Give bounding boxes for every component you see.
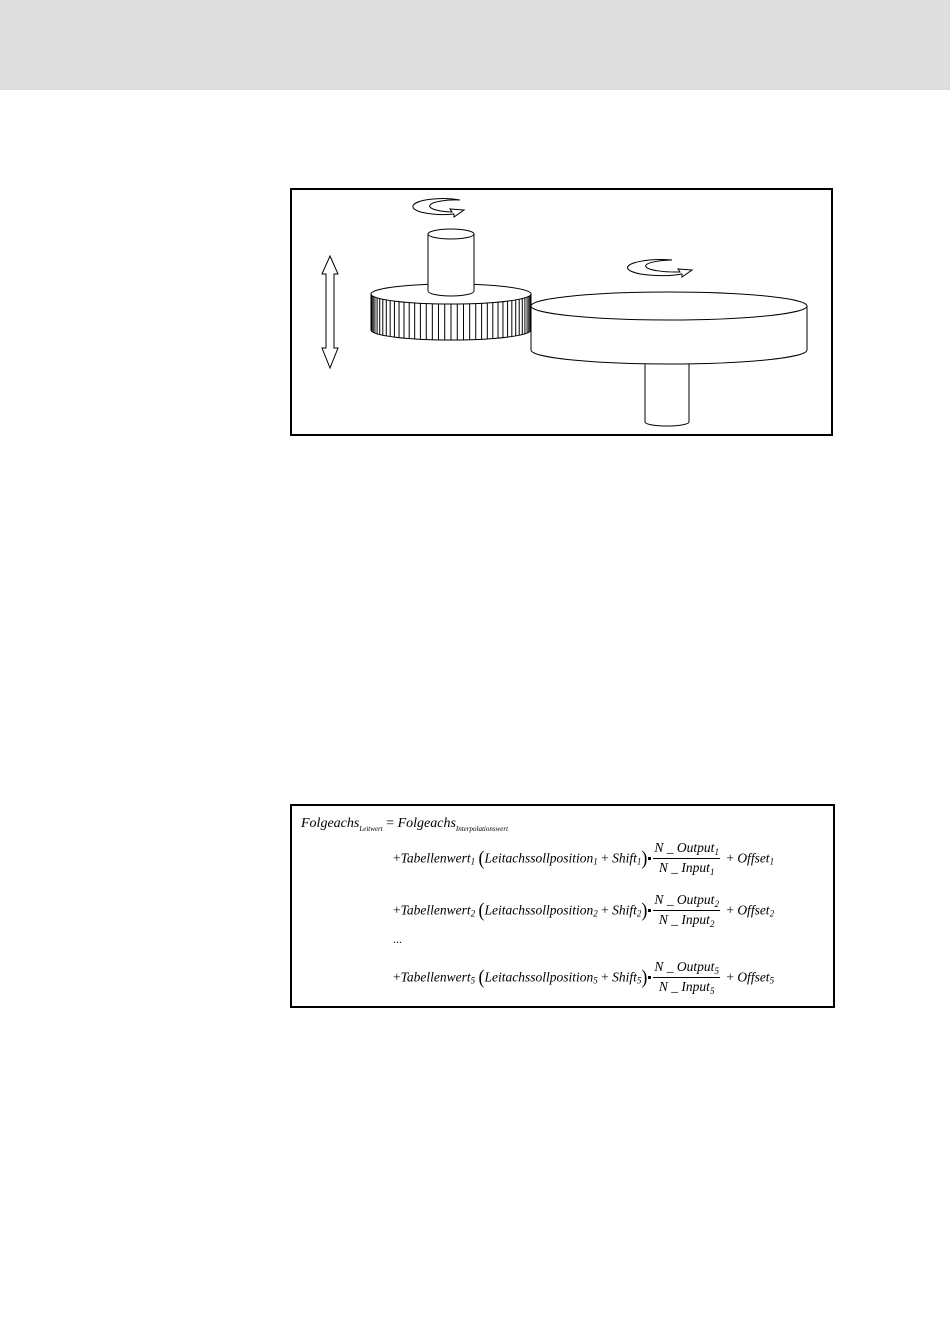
rhs-subscript: Interpolationswert xyxy=(455,825,509,834)
offset-name: Offset xyxy=(737,969,770,985)
denominator-subscript: 5 xyxy=(709,986,715,996)
position-subscript: 1 xyxy=(593,856,598,867)
table-value-name: Tabellenwert xyxy=(400,850,471,866)
plus-sign: + xyxy=(726,902,734,918)
denominator-subscript: 2 xyxy=(709,919,715,929)
lhs-name: Folgeachs xyxy=(301,816,360,831)
open-paren: ( xyxy=(478,846,485,869)
equals-sign: = xyxy=(386,816,395,831)
page-header-band xyxy=(0,0,950,90)
formula-lhs-line xyxy=(301,816,508,833)
plus-sign: + xyxy=(726,969,734,985)
denominator-name: N _ Input xyxy=(658,912,710,927)
gear-ratio-fraction xyxy=(653,959,720,996)
numerator-name: N _ Output xyxy=(654,959,715,974)
plus-sign: + xyxy=(726,850,734,866)
formula-ellipsis: ... xyxy=(393,932,402,946)
shift-subscript: 1 xyxy=(636,856,642,867)
leading-axis-position-name: Leitachssollposition xyxy=(484,902,594,918)
gear-figure xyxy=(290,188,833,436)
gear-illustration xyxy=(292,190,831,434)
gear-ratio-fraction xyxy=(653,840,720,877)
offset-name: Offset xyxy=(737,850,770,866)
close-paren: ) xyxy=(641,898,648,921)
plus-sign: + xyxy=(601,850,609,866)
rotation-arrow-icon xyxy=(413,199,464,217)
table-value-name: Tabellenwert xyxy=(400,902,471,918)
offset-subscript: 5 xyxy=(769,975,775,986)
open-paren: ( xyxy=(478,898,485,921)
shift-name: Shift xyxy=(612,902,637,918)
shift-name: Shift xyxy=(612,850,637,866)
position-subscript: 2 xyxy=(593,908,598,919)
rhs-name: Folgeachs xyxy=(397,816,456,831)
denominator-name: N _ Input xyxy=(658,979,710,994)
shift-subscript: 2 xyxy=(636,908,642,919)
denominator-subscript: 1 xyxy=(709,867,715,877)
close-paren: ) xyxy=(641,846,648,869)
leading-axis-position-name: Leitachssollposition xyxy=(484,850,594,866)
open-paren: ( xyxy=(478,965,485,988)
offset-name: Offset xyxy=(737,902,770,918)
numerator-subscript: 5 xyxy=(714,966,719,976)
gear-ratio-fraction xyxy=(653,892,720,929)
offset-subscript: 1 xyxy=(769,856,775,867)
formula-term xyxy=(393,959,774,996)
numerator-subscript: 1 xyxy=(714,847,719,857)
large-disc-shaft xyxy=(645,358,689,426)
lhs-subscript: Leitwert xyxy=(359,825,383,834)
table-value-subscript: 5 xyxy=(470,975,476,986)
multiply-dot xyxy=(648,857,651,860)
rotation-arrow-icon xyxy=(628,260,692,277)
formula-term xyxy=(393,840,774,877)
numerator-name: N _ Output xyxy=(654,892,715,907)
denominator-name: N _ Input xyxy=(658,860,710,875)
plus-sign: + xyxy=(393,850,401,866)
numerator-subscript: 2 xyxy=(714,899,719,909)
table-value-subscript: 1 xyxy=(470,856,476,867)
plus-sign: + xyxy=(601,902,609,918)
vertical-double-arrow-icon xyxy=(322,256,338,368)
close-paren: ) xyxy=(641,965,648,988)
leading-axis-position-name: Leitachssollposition xyxy=(484,969,594,985)
plus-sign: + xyxy=(601,969,609,985)
offset-subscript: 2 xyxy=(769,908,775,919)
table-value-name: Tabellenwert xyxy=(400,969,471,985)
large-disc xyxy=(531,292,807,364)
formula-box xyxy=(290,804,835,1008)
small-gear-shaft xyxy=(428,229,474,296)
position-subscript: 5 xyxy=(593,975,598,986)
table-value-subscript: 2 xyxy=(470,908,476,919)
plus-sign: + xyxy=(393,969,401,985)
multiply-dot xyxy=(648,909,651,912)
shift-name: Shift xyxy=(612,969,637,985)
plus-sign: + xyxy=(393,902,401,918)
formula-term xyxy=(393,892,774,929)
numerator-name: N _ Output xyxy=(654,840,715,855)
shift-subscript: 5 xyxy=(636,975,642,986)
multiply-dot xyxy=(648,976,651,979)
